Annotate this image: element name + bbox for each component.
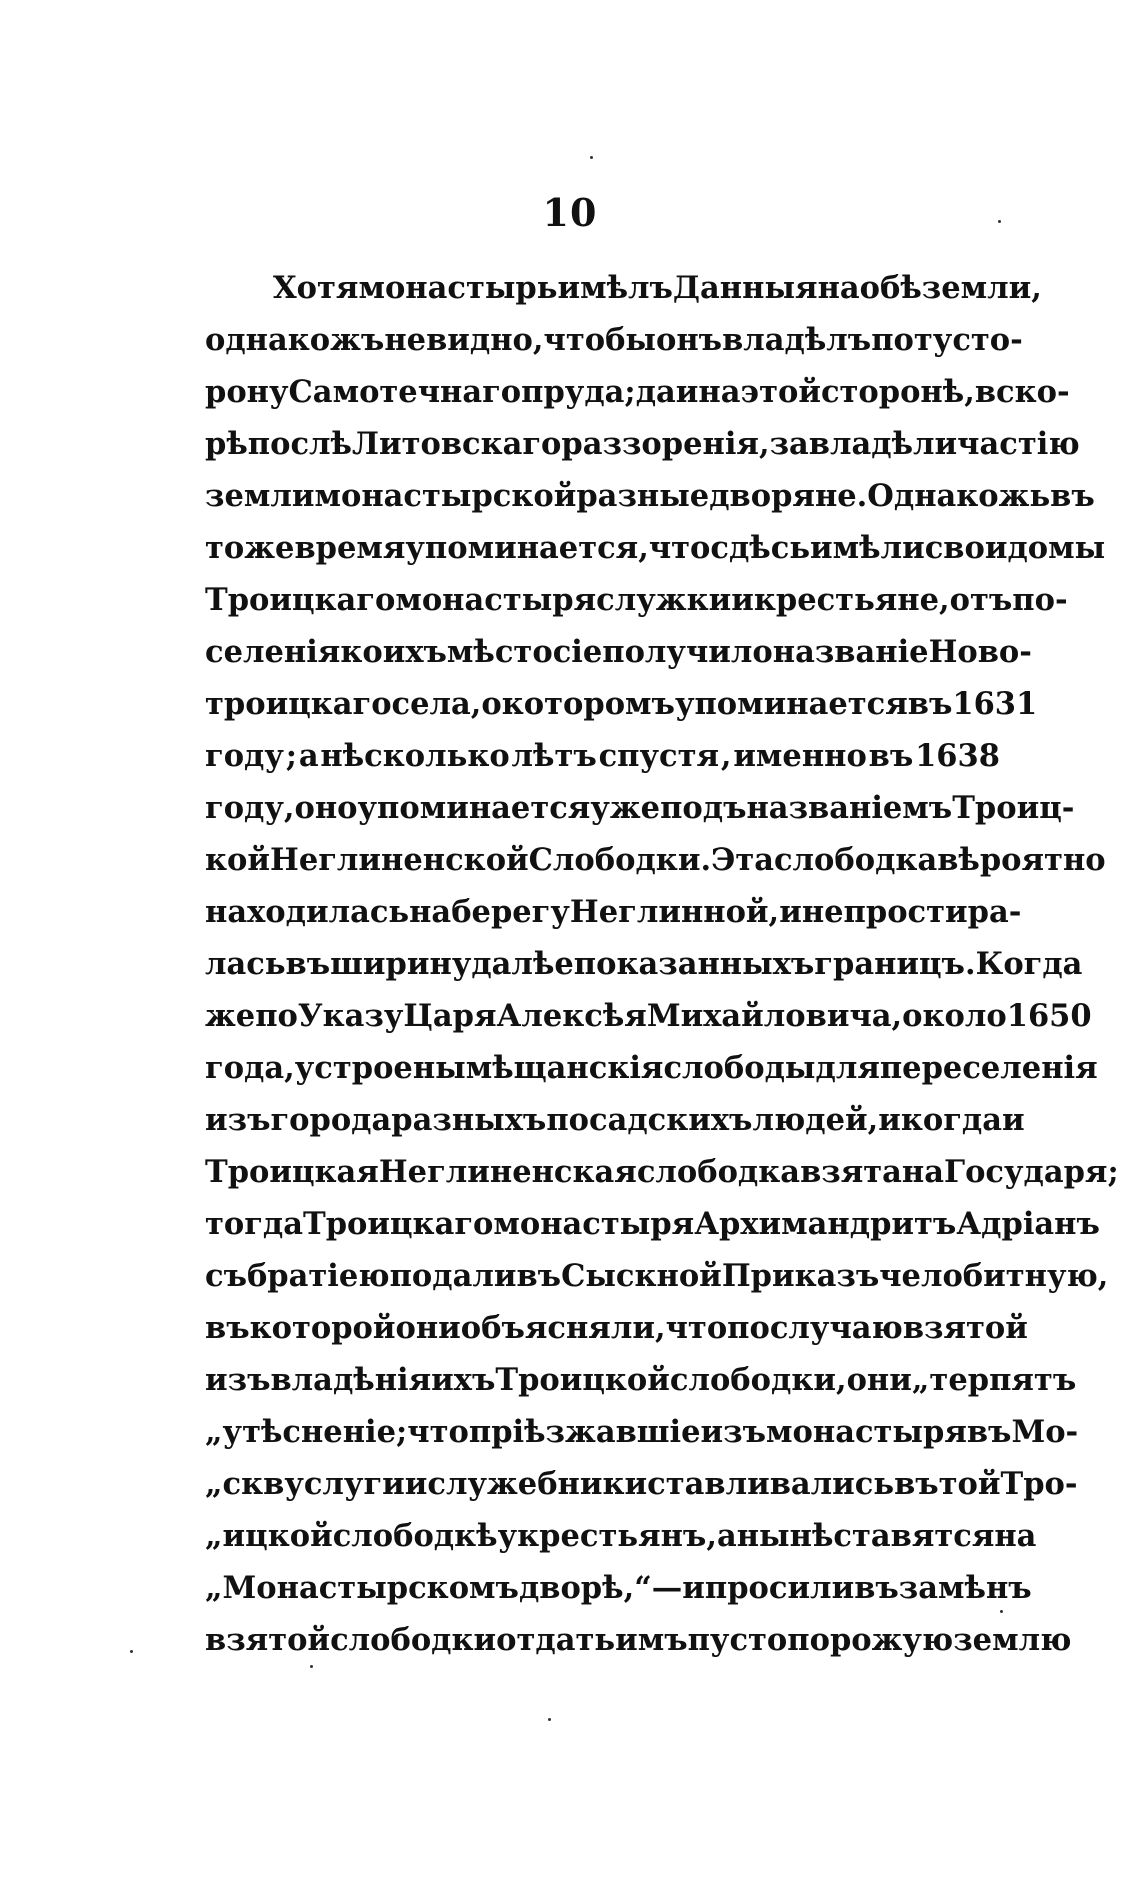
word: не xyxy=(384,322,427,358)
word: изъ xyxy=(205,1362,271,1398)
word: а xyxy=(716,1518,737,1554)
word: и xyxy=(779,894,802,930)
word: лѣтъ xyxy=(511,738,597,774)
word: Неглинной, xyxy=(569,894,780,930)
word: замѣнъ xyxy=(898,1570,1032,1606)
word: монастыря xyxy=(493,1206,695,1242)
word: у xyxy=(497,1518,518,1554)
word: взятой xyxy=(902,1310,1028,1346)
text-line xyxy=(205,782,1075,834)
word: году xyxy=(205,738,284,774)
word: , xyxy=(720,738,732,774)
text-line xyxy=(205,574,1068,626)
word: этой xyxy=(740,374,821,410)
word: и xyxy=(878,1102,901,1138)
word: для xyxy=(815,1050,880,1086)
word: названіе xyxy=(772,634,929,670)
text-line xyxy=(205,262,1042,314)
word: имъ xyxy=(615,1622,688,1658)
word: домы xyxy=(1007,530,1106,566)
text-line xyxy=(205,1094,1025,1146)
word: по xyxy=(727,1310,770,1346)
word: и xyxy=(404,1466,428,1502)
word: рѣ xyxy=(205,426,248,462)
word: землю xyxy=(953,1622,1072,1658)
text-line xyxy=(205,1458,1078,1510)
word: а xyxy=(298,738,319,774)
word: слободкѣ xyxy=(332,1518,498,1554)
word: и xyxy=(1002,1102,1025,1138)
word: года, xyxy=(205,1050,295,1086)
word: „скву xyxy=(205,1466,304,1502)
text-line xyxy=(205,938,1083,990)
text-line xyxy=(205,678,1038,730)
word: что xyxy=(665,1310,728,1346)
word: Ново- xyxy=(928,634,1032,670)
word: свои xyxy=(924,530,1008,566)
word: Однакожь xyxy=(867,478,1051,514)
word: ,“ xyxy=(623,1570,652,1606)
body-text xyxy=(205,262,1119,1666)
word: чтобы xyxy=(543,322,656,358)
text-line xyxy=(205,1250,1109,1302)
word: отдать xyxy=(496,1622,616,1658)
word: сторонѣ, xyxy=(820,374,975,410)
word: переселенія xyxy=(879,1050,1098,1086)
word: „ицкой xyxy=(205,1518,333,1554)
word: Троицкая xyxy=(205,1154,379,1190)
word: устроены xyxy=(294,1050,466,1086)
word: Троицкой xyxy=(495,1362,670,1398)
word: , xyxy=(470,686,482,722)
word: кой xyxy=(205,842,270,878)
print-speck xyxy=(548,1718,551,1721)
word: которомъ xyxy=(501,686,675,722)
word: Приказъ xyxy=(721,1258,880,1294)
word: Самотечнаго xyxy=(288,374,522,410)
word: они xyxy=(846,1362,912,1398)
word: въ xyxy=(868,738,914,774)
word: въ xyxy=(966,1414,1012,1450)
word: ихъ xyxy=(431,1362,496,1398)
word: Указу xyxy=(297,998,404,1034)
word: частію xyxy=(957,426,1080,462)
word: обѣ xyxy=(859,270,922,306)
word: Троицкаго xyxy=(205,582,396,618)
word: Михайловича, xyxy=(646,998,903,1034)
text-line xyxy=(205,1510,1037,1562)
word: Царя xyxy=(403,998,497,1034)
word: въ xyxy=(516,1258,562,1294)
word: что xyxy=(407,1414,469,1450)
word: названіемъ xyxy=(746,790,953,826)
word: Алексѣя xyxy=(496,998,647,1034)
text-line xyxy=(205,990,1092,1042)
word: Сыскной xyxy=(561,1258,722,1294)
word: разные xyxy=(576,478,710,514)
text-line xyxy=(205,1198,1100,1250)
word: отъ xyxy=(949,582,1013,618)
word: году, xyxy=(205,790,295,826)
word: спустя xyxy=(598,738,720,774)
word: о xyxy=(481,686,502,722)
word: сдѣсь xyxy=(710,530,811,566)
text-line xyxy=(205,418,1080,470)
text-line xyxy=(205,886,1022,938)
word: въ xyxy=(894,1466,939,1502)
word: онъ xyxy=(655,322,723,358)
word: слуги xyxy=(303,1466,405,1502)
word: пустопорожую xyxy=(687,1622,954,1658)
word: нынѣ xyxy=(736,1518,834,1554)
word: 1650 xyxy=(1006,998,1092,1034)
text-line xyxy=(205,1042,1098,1094)
text-line xyxy=(205,1614,1072,1666)
word: 1631 xyxy=(952,686,1038,722)
word: время xyxy=(294,530,406,566)
word: уже xyxy=(590,790,661,826)
word: Эта xyxy=(711,842,774,878)
word: слободка xyxy=(773,842,938,878)
word: Троицкаго xyxy=(303,1206,494,1242)
word: на xyxy=(901,1154,945,1190)
word: дворѣ xyxy=(518,1570,624,1606)
word: той xyxy=(938,1466,1001,1502)
word: Хотя xyxy=(273,270,359,306)
word: по xyxy=(871,322,914,358)
word: однакожъ xyxy=(205,322,385,358)
word: людей xyxy=(752,1102,868,1138)
word: имѣлъ xyxy=(557,270,673,306)
word: монастыря xyxy=(395,582,597,618)
word: упоминается xyxy=(674,686,908,722)
word: по- xyxy=(1012,582,1068,618)
word: на xyxy=(817,270,860,306)
word: Тро- xyxy=(1000,1466,1078,1502)
word: служебники xyxy=(427,1466,648,1502)
word: въ xyxy=(907,686,953,722)
word: границъ. xyxy=(814,946,976,982)
word: ширину xyxy=(330,946,472,982)
text-line xyxy=(205,314,1023,366)
word: 1638 xyxy=(915,738,1000,774)
word: имѣли xyxy=(810,530,925,566)
word: завладѣли xyxy=(769,426,958,462)
text-line xyxy=(205,1562,1032,1614)
word: ; xyxy=(285,738,297,774)
word: взятой xyxy=(205,1622,331,1658)
word: случаю xyxy=(769,1310,903,1346)
word: лась xyxy=(205,946,286,982)
word: троицкаго xyxy=(205,686,392,722)
word: коихъ xyxy=(340,634,447,670)
word: они xyxy=(395,1310,461,1346)
word: города xyxy=(270,1102,392,1138)
word: упоминается, xyxy=(405,530,649,566)
word: и xyxy=(675,374,699,410)
word: простира- xyxy=(843,894,1022,930)
word: то xyxy=(205,530,245,566)
word: слободки xyxy=(330,1622,497,1658)
word: , xyxy=(758,426,770,462)
text-line xyxy=(205,366,1070,418)
word: Мо- xyxy=(1011,1414,1079,1450)
word: и xyxy=(731,582,754,618)
word: оно xyxy=(294,790,358,826)
text-line xyxy=(205,1146,1119,1198)
word: изъ xyxy=(700,1414,767,1450)
word: слободы xyxy=(663,1050,816,1086)
word: взята xyxy=(800,1154,902,1190)
word: въ xyxy=(1050,478,1095,514)
word: пріѣзжавшіе xyxy=(468,1414,701,1450)
text-line xyxy=(205,470,1095,522)
word: и xyxy=(682,1570,705,1606)
word: объясняли xyxy=(460,1310,655,1346)
word: сто- xyxy=(952,322,1023,358)
word: монастыря xyxy=(766,1414,967,1450)
word: ту xyxy=(913,322,953,358)
text-line xyxy=(205,1302,1028,1354)
word: далѣе xyxy=(471,946,574,982)
word: когда xyxy=(900,1102,1003,1138)
word: разныхъ xyxy=(391,1102,547,1138)
word: на xyxy=(994,1518,1037,1554)
word: , xyxy=(654,1310,666,1346)
word: не xyxy=(801,894,844,930)
word: „Монастырскомъ xyxy=(205,1570,519,1606)
word: получило xyxy=(602,634,773,670)
word: земли xyxy=(205,478,315,514)
word: упоминается xyxy=(357,790,591,826)
word: нѣсколько xyxy=(320,738,510,774)
word: въ xyxy=(285,946,331,982)
text-line xyxy=(205,730,1000,782)
page-number: 10 xyxy=(542,190,598,235)
word: крестьяне, xyxy=(753,582,950,618)
word: посадскихъ xyxy=(546,1102,753,1138)
text-line xyxy=(205,626,1032,678)
word: вѣроятно xyxy=(937,842,1106,878)
word: Архимандритъ xyxy=(694,1206,957,1242)
word: челобитную, xyxy=(879,1258,1109,1294)
word: на xyxy=(698,374,741,410)
word: дворяне. xyxy=(709,478,868,514)
word: ставливались xyxy=(647,1466,895,1502)
word: , xyxy=(706,1518,717,1554)
word: , xyxy=(1031,270,1042,306)
word: Слободки. xyxy=(528,842,712,878)
word: Троиц- xyxy=(952,790,1075,826)
print-speck xyxy=(130,1650,133,1653)
word: послѣ xyxy=(247,426,352,462)
word: вско- xyxy=(974,374,1070,410)
word: сіе xyxy=(552,634,603,670)
word: мѣсто xyxy=(446,634,553,670)
word: подъ xyxy=(660,790,747,826)
word: изъ xyxy=(205,1102,271,1138)
word: въ xyxy=(854,1570,899,1606)
word: владѣлъ xyxy=(722,322,872,358)
word: земли xyxy=(921,270,1032,306)
word: служки xyxy=(596,582,732,618)
word: крестьянъ xyxy=(517,1518,707,1554)
word: тогда xyxy=(205,1206,304,1242)
word: же xyxy=(244,530,295,566)
word: съ xyxy=(205,1258,247,1294)
text-line xyxy=(205,834,1106,886)
word: монастырь xyxy=(358,270,558,306)
word: владѣнія xyxy=(270,1362,432,1398)
word: селенія xyxy=(205,634,341,670)
word: находилась xyxy=(205,894,410,930)
word: слободки, xyxy=(669,1362,847,1398)
word: Адріанъ xyxy=(956,1206,1100,1242)
word: , xyxy=(867,1102,879,1138)
word: пруда; xyxy=(521,374,636,410)
word: въ xyxy=(205,1310,250,1346)
word: Литовскаго xyxy=(351,426,562,462)
word: села xyxy=(391,686,471,722)
word: просили xyxy=(704,1570,855,1606)
word: подали xyxy=(389,1258,517,1294)
word: же xyxy=(205,998,256,1034)
word: братіею xyxy=(246,1258,390,1294)
print-speck xyxy=(590,156,593,159)
word: Данныя xyxy=(672,270,818,306)
word: на xyxy=(409,894,452,930)
word: монастырской xyxy=(314,478,577,514)
word: что xyxy=(648,530,711,566)
word: раззоренія xyxy=(561,426,759,462)
word: „терпятъ xyxy=(911,1362,1077,1398)
word: Неглиненской xyxy=(270,842,529,878)
word: Когда xyxy=(975,946,1083,982)
word: Государя; xyxy=(944,1154,1119,1190)
word: которой xyxy=(249,1310,396,1346)
word: по xyxy=(255,998,298,1034)
word: именно xyxy=(733,738,867,774)
word: слободка xyxy=(636,1154,801,1190)
word: — xyxy=(651,1570,683,1606)
word: видно, xyxy=(426,322,544,358)
word: ставятся xyxy=(833,1518,995,1554)
word: „утѣсненіе; xyxy=(205,1414,408,1450)
text-line xyxy=(205,1354,1077,1406)
text-line xyxy=(205,1406,1079,1458)
word: Неглиненская xyxy=(378,1154,637,1190)
word: показанныхъ xyxy=(573,946,815,982)
word: мѣщанскія xyxy=(465,1050,664,1086)
word: рону xyxy=(205,374,289,410)
text-line xyxy=(205,522,1106,574)
word: берегу xyxy=(451,894,570,930)
word: да xyxy=(635,374,676,410)
word: около xyxy=(902,998,1007,1034)
